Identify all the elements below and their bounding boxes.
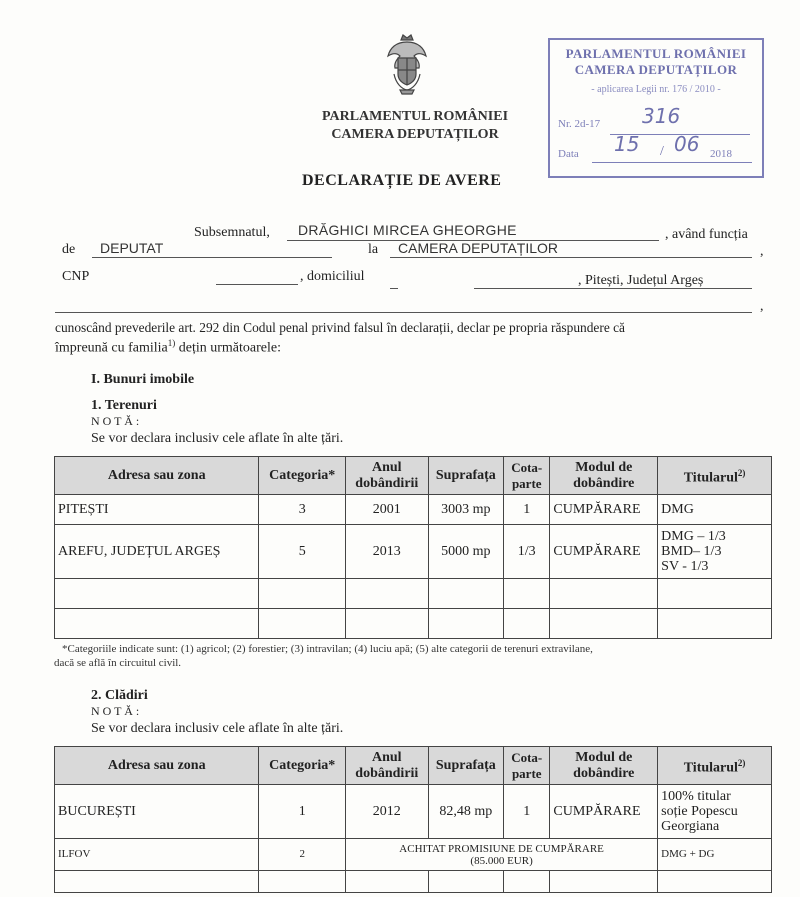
table-row <box>55 579 772 609</box>
comma: , <box>760 299 764 314</box>
header-suprafata: Suprafața <box>428 457 504 495</box>
nota-label: N O T Ă : <box>91 704 140 718</box>
cell-anul: 2013 <box>346 525 429 579</box>
cell-modul: CUMPĂRARE <box>550 495 658 525</box>
header-text: dobândire <box>573 475 635 491</box>
stamp-line2: CAMERA DEPUTAȚILOR <box>574 62 738 77</box>
titular-line: BMD– 1/3 <box>661 544 722 559</box>
table-row <box>55 525 772 579</box>
registration-stamp: PARLAMENTUL ROMÂNIEI CAMERA DEPUTAȚILOR - aplicarea Legii nr. 176 / 2010 - Nr. 2d-17 316 Data 15 / 06 2018 <box>548 38 764 178</box>
header-cota <box>504 457 550 495</box>
table-row <box>55 785 772 839</box>
intro-line1: cunoscând prevederile art. 292 din Codul penal privind falsul în declarații, declar pe propria răspundere că <box>55 320 625 335</box>
subsemnatul-label: Subsemnatul, <box>194 225 270 240</box>
cell-titular: DMG + DG <box>658 839 772 871</box>
footnote-categorii: *Categoriile indicate sunt: (1) agricol; (2) forestier; (3) intravilan; (4) luciu apă; (5) alte categorii de terenuri extravilane, <box>62 643 593 655</box>
header-text: dobândirii <box>355 765 419 781</box>
stamp-nr-label: Nr. 2d-17 <box>558 118 601 130</box>
nota-label: N O T Ă : <box>91 414 140 428</box>
cell-categoria: 2 <box>259 839 346 871</box>
cell-suprafata: 5000 mp <box>428 525 504 579</box>
cell-categoria: 5 <box>259 525 346 579</box>
stamp-nr-value: 316 <box>642 104 681 128</box>
footnote-ref: 1) <box>167 338 176 348</box>
cell-adresa: PITEȘTI <box>55 495 259 525</box>
cell-merged-note <box>346 839 658 871</box>
cell-titular <box>658 525 772 579</box>
de-label: de <box>62 242 76 257</box>
table-row <box>55 609 772 639</box>
header-adresa: Adresa sau zona <box>55 747 259 785</box>
header-text: Anul <box>372 459 402 475</box>
header-modul <box>550 747 658 785</box>
cell-adresa: ILFOV <box>55 839 259 871</box>
header-categoria: Categoria* <box>259 457 346 495</box>
header-anul <box>346 747 429 785</box>
header-line2: CAMERA DEPUTAȚILOR <box>331 127 499 142</box>
cell-suprafata: 82,48 mp <box>428 785 504 839</box>
cell-adresa: AREFU, JUDEȚUL ARGEȘ <box>55 525 259 579</box>
section-title: I. Bunuri imobile <box>91 372 195 387</box>
table-row <box>55 871 772 893</box>
cell-cota: 1 <box>504 785 550 839</box>
stamp-day: 15 <box>614 132 640 156</box>
nota-text: Se vor declara inclusiv cele aflate în alte țări. <box>91 721 344 736</box>
terenuri-table <box>54 456 772 639</box>
cell-anul: 2012 <box>346 785 429 839</box>
titular-line: soție Popescu <box>661 804 738 819</box>
header-titularul <box>658 747 772 785</box>
header-text: Cota- <box>511 749 543 765</box>
stamp-year: 2018 <box>710 148 732 160</box>
document-title: DECLARAȚIE DE AVERE <box>302 172 502 189</box>
header-text: Modul de <box>575 459 633 475</box>
header-text: Modul de <box>575 749 633 765</box>
header-cota <box>504 747 550 785</box>
functia-value: DEPUTAT <box>100 240 164 256</box>
terenuri-title: 1. Terenuri <box>91 398 157 413</box>
header-modul <box>550 457 658 495</box>
intro-text: dețin următoarele: <box>175 340 281 356</box>
titular-line: SV - 1/3 <box>661 559 709 574</box>
cell-modul: CUMPĂRARE <box>550 785 658 839</box>
footnote-ref: 2) <box>737 757 746 768</box>
table-row <box>55 839 772 871</box>
stamp-line3: - aplicarea Legii nr. 176 / 2010 - <box>591 84 721 95</box>
header-text: dobândire <box>573 765 635 781</box>
cell-categoria: 1 <box>259 785 346 839</box>
header-titularul <box>658 457 772 495</box>
cell-categoria: 3 <box>259 495 346 525</box>
cell-anul: 2001 <box>346 495 429 525</box>
cladiri-title: 2. Clădiri <box>91 688 148 703</box>
titular-line: Georgiana <box>661 819 720 834</box>
cell-cota: 1 <box>504 495 550 525</box>
stamp-data-label: Data <box>558 148 579 160</box>
stamp-month: 06 <box>674 132 700 156</box>
footnote-ref: 2) <box>737 467 746 478</box>
la-label: la <box>368 242 379 257</box>
header-text: dobândirii <box>355 475 419 491</box>
domiciliu-value: , Pitești, Județul Argeș <box>578 273 704 288</box>
titular-line: DMG – 1/3 <box>661 529 726 544</box>
titular-line: 100% titular <box>661 789 731 804</box>
parliament-header <box>290 108 540 144</box>
domiciliul-label: , domiciliul <box>300 269 365 284</box>
table-row <box>55 495 772 525</box>
header-categoria: Categoria* <box>259 747 346 785</box>
intro-text: împreună cu familia <box>55 340 168 356</box>
cladiri-table <box>54 746 772 893</box>
institutia-value: CAMERA DEPUTAȚILOR <box>398 240 558 256</box>
functia-label: , având funcția <box>665 227 748 242</box>
nota-text: Se vor declara inclusiv cele aflate în alte țări. <box>91 431 344 446</box>
coat-of-arms-icon <box>384 34 430 96</box>
header-text: parte <box>511 475 542 491</box>
comma: , <box>760 244 764 259</box>
footnote-categorii-cont: dacă se află în circuitul civil. <box>54 657 182 669</box>
merged-line: (85.000 EUR) <box>470 854 533 867</box>
header-text: Cota- <box>511 459 543 475</box>
header-text: Titularul <box>683 470 738 486</box>
cell-modul: CUMPĂRARE <box>550 525 658 579</box>
cell-titular: DMG <box>658 495 772 525</box>
cnp-label: CNP <box>62 269 90 284</box>
cell-adresa: BUCUREȘTI <box>55 785 259 839</box>
merged-line: ACHITAT PROMISIUNE DE CUMPĂRARE <box>399 842 604 855</box>
header-text: Titularul <box>683 760 738 776</box>
stamp-line1: PARLAMENTUL ROMÂNIEI <box>565 46 747 61</box>
header-suprafata: Suprafața <box>428 747 504 785</box>
header-line1: PARLAMENTUL ROMÂNIEI <box>321 109 509 124</box>
header-adresa: Adresa sau zona <box>55 457 259 495</box>
declarant-name: DRĂGHICI MIRCEA GHEORGHE <box>298 222 517 238</box>
header-anul <box>346 457 429 495</box>
cell-cota: 1/3 <box>504 525 550 579</box>
cell-titular <box>658 785 772 839</box>
cell-suprafata: 3003 mp <box>428 495 504 525</box>
header-text: parte <box>511 765 542 781</box>
header-text: Anul <box>372 749 402 765</box>
intro-line2 <box>55 335 281 357</box>
